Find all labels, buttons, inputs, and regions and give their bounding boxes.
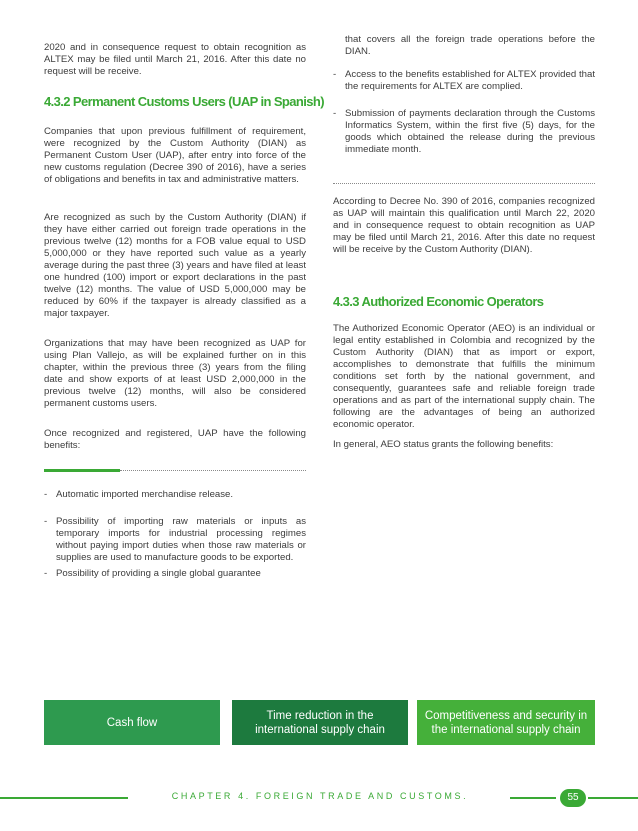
list-item: - Access to the benefits established for ALTEX provided that the requirements for ALTEX are complied.: [333, 69, 595, 92]
green-divider-left: [44, 469, 120, 472]
footer-rule-left: [0, 797, 128, 799]
section-heading-uap: 4.3.2 Permanent Customs Users (UAP in Spanish): [44, 94, 324, 109]
aeo-benefits-intro: In general, AEO status grants the following benefits:: [333, 439, 554, 450]
footer-rule-end: [588, 797, 638, 799]
list-item: - Possibility of importing raw materials or inputs as temporary imports for industrial processing regimes without paying import duties when those raw materials or supplies are used to manufacture goods to be exported.: [44, 516, 306, 563]
list-item: - Submission of payments declaration through the Customs Informatics System, within the first five (5) days, for the goods which obtained the release during the previous immediate month.: [333, 108, 595, 155]
aeo-paragraph: The Authorized Economic Operator (AEO) is an individual or legal entity established in Colombia and recognized by the Custom Authority (DIAN) that as import or export, accomplishes to demonstrate that fulfills the minimum conditions set forth by the national government, and consequently, guarantees safe and reliable foreign trade operations and as part of the international supply chain. The following are the advantages of being an authorized economic operator.: [333, 323, 595, 430]
uap-paragraph-2: Are recognized as such by the Custom Authority (DIAN) if they have either carried out foreign trade operations in the previous twelve (12) months for a FOB value equal to USD 5,000,000 or they have reported such value as a yearly average during the past three (3) years and have filed at least one hundred (100) import or export declarations in the past twelve (12) months. The value of USD 5,000,000 may be reduced by 60% if the taxpayer is already classified as a major taxpayer.: [44, 212, 306, 319]
intro-paragraph: 2020 and in consequence request to obtain recognition as ALTEX may be filed until March 21, 2016. After this date no request will be receive.: [44, 42, 306, 77]
benefit-box-cash-flow: Cash flow: [44, 700, 220, 745]
page-number: 55: [560, 789, 586, 807]
dotted-divider: [120, 470, 306, 471]
continuation-text: that covers all the foreign trade operations before the DIAN.: [345, 34, 595, 57]
section-heading-aeo: 4.3.3 Authorized Economic Operators: [333, 294, 544, 309]
uap-paragraph-3: Organizations that may have been recognized as UAP for using Plan Vallejo, as will be explained further on in this chapter, within the previous three (3) years from the filing date and show exports of at least USD 2,000,000 in the previous twelve (12) months, will also be considered permanent customs users.: [44, 338, 306, 409]
list-item: - Automatic imported merchandise release.: [44, 489, 234, 500]
footer-rule-right: [510, 797, 556, 799]
uap-paragraph-1: Companies that upon previous fulfillment of requirement, were recognized by the Custom Authority (DIAN) as Permanent Custom User (UAP), after entry into force of the new customs regulation (Decree 390 of 2016), have a series of obligations and benefits in tax and administrative matters.: [44, 126, 306, 185]
benefit-box-competitiveness: Competitiveness and security in the international supply chain: [417, 700, 595, 745]
benefit-box-time-reduction: Time reduction in the international supply chain: [232, 700, 408, 745]
list-item: - Possibility of providing a single global guarantee: [44, 568, 261, 579]
uap-paragraph-4: Once recognized and registered, UAP have the following benefits:: [44, 428, 306, 451]
footer-chapter-title: CHAPTER 4. FOREIGN TRADE AND CUSTOMS.: [171, 791, 469, 801]
decree-paragraph: According to Decree No. 390 of 2016, companies recognized as UAP will maintain this qualification until March 22, 2020 and in consequence request to obtain recognition as UAP may be filed until March 21, 2016. After this date no request will be receive by the Custom Authority (DIAN).: [333, 196, 595, 255]
dotted-divider: [333, 183, 595, 184]
